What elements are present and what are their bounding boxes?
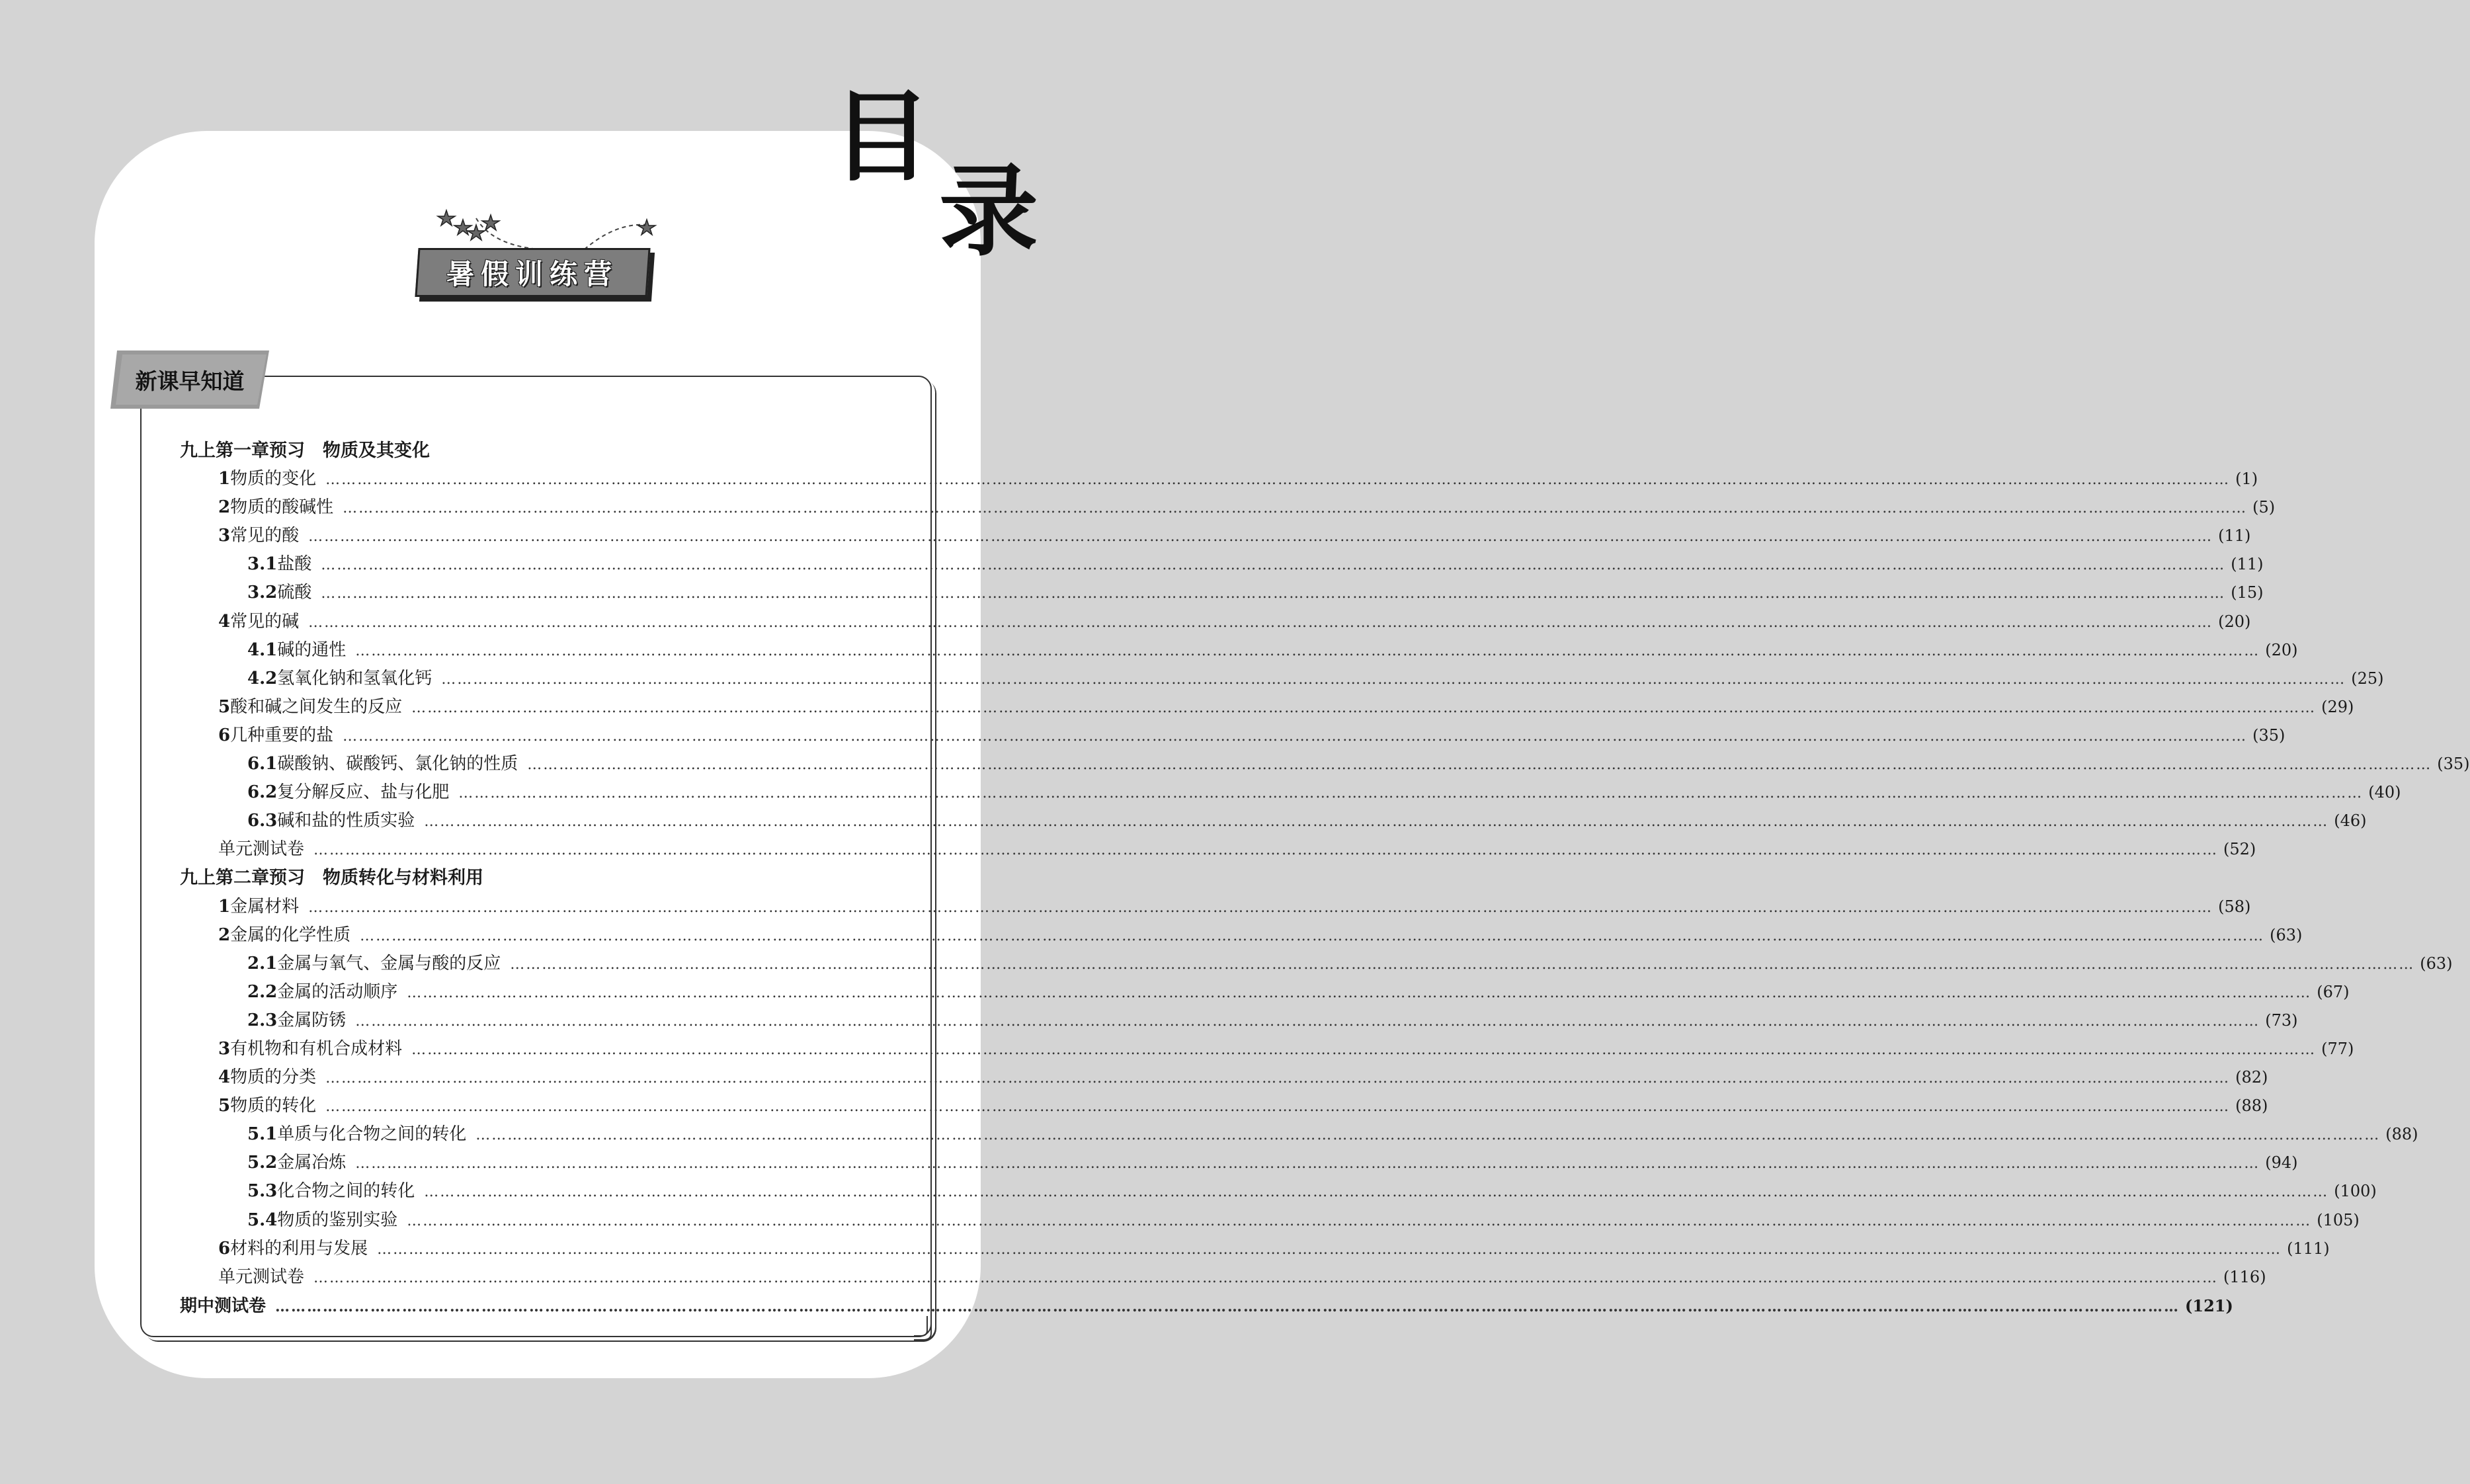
toc-entry-title: 物质的酸碱性 xyxy=(230,497,334,518)
toc-leader-dots: ……………………………………………………………………………………………………………………………………………………………………………………………………………………………………………………………………………………………………………………………… xyxy=(510,956,2415,973)
toc-entry-title: 金属的活动顺序 xyxy=(277,981,398,1002)
toc-entry[interactable] xyxy=(180,750,2470,778)
toc-leader-dots: ……………………………………………………………………………………………………………………………………………………………………………………………………………………………………………………………………………………………………………………………… xyxy=(343,500,2248,517)
toc-entry[interactable] xyxy=(180,1092,2268,1120)
toc-entry-title: 物质的转化 xyxy=(230,1096,317,1116)
toc-page-number: (35) xyxy=(2252,725,2285,745)
toc-entry-title: 物质的变化 xyxy=(230,469,317,489)
toc-entry-title: 化合物之间的转化 xyxy=(277,1181,415,1202)
toc-leader-dots: ……………………………………………………………………………………………………………………………………………………………………………………………………………………………………………………………………………………………………………………………… xyxy=(407,984,2312,1001)
toc-page-number: (82) xyxy=(2235,1068,2268,1087)
toc-entry-title: 硫酸 xyxy=(277,583,312,603)
toc-entry[interactable] xyxy=(180,1035,2354,1063)
toc-entry[interactable] xyxy=(180,978,2350,1007)
toc-entry-number: 3.1 xyxy=(247,554,278,575)
toc-page-number: (1) xyxy=(2235,470,2258,489)
toc-entry-number: 2.3 xyxy=(247,1010,278,1030)
toc-leader-dots: ……………………………………………………………………………………………………………………………………………………………………………………………………………………………………………………………………………………………………………………………… xyxy=(377,1241,2282,1258)
toc-leader-dots: ……………………………………………………………………………………………………………………………………………………………………………………………………………………………………………………………………………………………………………………………… xyxy=(313,842,2219,859)
toc-entry-title: 常见的碱 xyxy=(230,611,300,632)
toc-entry[interactable] xyxy=(180,465,2258,493)
toc-leader-dots: ……………………………………………………………………………………………………………………………………………………………………………………………………………………………………………………………………………………………………………………………… xyxy=(325,1098,2231,1116)
toc-entry-title: 碳酸钠、碳酸钙、氯化钠的性质 xyxy=(277,754,518,774)
toc-leader-dots: ……………………………………………………………………………………………………………………………………………………………………………………………………………………………………………………………………………………………………………………………… xyxy=(424,1184,2329,1201)
toc-entry-title: 碱的通性 xyxy=(277,639,347,660)
toc-entry-title: 氢氧化钠和氢氧化钙 xyxy=(277,668,432,688)
toc-entry-title: 期中测试卷 xyxy=(180,1296,267,1316)
toc-page-number: (63) xyxy=(2270,925,2303,944)
toc-entry[interactable] xyxy=(180,807,2367,835)
toc-leader-dots: ……………………………………………………………………………………………………………………………………………………………………………………………………………………………………………………………………………………………………………………………… xyxy=(360,927,2265,944)
toc-entry-number: 6.1 xyxy=(247,754,278,774)
toc-entry[interactable] xyxy=(180,1063,2268,1092)
toc-leader-dots: ……………………………………………………………………………………………………………………………………………………………………………………………………………………………………………………………………………………………………………………………… xyxy=(321,585,2226,602)
toc-entry-title: 常见的酸 xyxy=(230,526,300,546)
toc-entry-title: 物质的鉴别实验 xyxy=(277,1210,398,1230)
toc-page-number: (20) xyxy=(2265,640,2298,659)
toc-page-number: (73) xyxy=(2265,1010,2298,1030)
toc-entry[interactable] xyxy=(180,778,2401,807)
toc-leader-dots: ……………………………………………………………………………………………………………………………………………………………………………………………………………………………………………………………………………………………………………………………… xyxy=(325,1070,2231,1087)
toc-leader-dots: ……………………………………………………………………………………………………………………………………………………………………………………………………………………………………………………………………………………………………………………………… xyxy=(407,1212,2312,1229)
toc-entry[interactable] xyxy=(180,608,2251,636)
toc-entry[interactable] xyxy=(180,550,2264,579)
toc-entry-title: 单元测试卷 xyxy=(218,1266,305,1287)
toc-entry-number: 5 xyxy=(218,1096,231,1116)
toc-entry-title: 物质的分类 xyxy=(230,1067,317,1088)
toc-leader-dots: ……………………………………………………………………………………………………………………………………………………………………………………………………………………………………………………………………………………………………………………………… xyxy=(308,528,2213,546)
table-of-contents xyxy=(180,436,2470,1320)
toc-page-number: (15) xyxy=(2231,583,2264,602)
toc-leader-dots: ……………………………………………………………………………………………………………………………………………………………………………………………………………………………………………………………………………………………………………………………… xyxy=(321,557,2226,574)
toc-entry-title: 金属冶炼 xyxy=(277,1153,347,1173)
toc-entry-title: 几种重要的盐 xyxy=(230,725,334,745)
toc-entry-number: 6 xyxy=(218,725,231,745)
toc-leader-dots: ……………………………………………………………………………………………………………………………………………………………………………………………………………………………………………………………………………………………………………………………… xyxy=(355,1012,2260,1030)
toc-page-number: (58) xyxy=(2218,897,2251,916)
corner-curl-icon xyxy=(914,1316,940,1342)
toc-page-number: (121) xyxy=(2185,1296,2233,1315)
toc-chapter-heading[interactable] xyxy=(180,436,914,465)
toc-entry-number: 4.2 xyxy=(247,668,278,688)
toc-entry-number: 6 xyxy=(218,1238,231,1258)
toc-leader-dots: ……………………………………………………………………………………………………………………………………………………………………………………………………………………………………………………………………………………………………………………………… xyxy=(355,1155,2260,1173)
toc-page-number: (88) xyxy=(2235,1096,2268,1116)
toc-entry-number: 3 xyxy=(218,526,231,546)
toc-page-number: (94) xyxy=(2265,1153,2298,1173)
toc-entry-title: 金属材料 xyxy=(230,896,300,917)
toc-entry-title: 有机物和有机合成材料 xyxy=(230,1038,403,1059)
toc-entry[interactable] xyxy=(180,921,2303,950)
summer-camp-banner xyxy=(410,205,661,311)
toc-entry[interactable] xyxy=(180,721,2285,750)
toc-page-number: (5) xyxy=(2252,498,2276,517)
toc-leader-dots: ……………………………………………………………………………………………………………………………………………………………………………………………………………………………………………………………………………………………………………………………… xyxy=(308,614,2213,631)
toc-entry-number: 2.2 xyxy=(247,981,278,1002)
toc-entry[interactable] xyxy=(180,1177,2377,1206)
toc-page-number: (105) xyxy=(2317,1210,2360,1229)
toc-entry[interactable] xyxy=(180,1120,2418,1149)
toc-page-number: (40) xyxy=(2368,783,2401,802)
toc-entry-number: 5.3 xyxy=(247,1181,278,1202)
contents-title-char-2: 录 xyxy=(939,153,1039,270)
toc-entry-number: 4 xyxy=(218,1067,231,1088)
toc-page-number: (52) xyxy=(2223,840,2256,859)
banner-label: 暑假训练营 xyxy=(446,258,619,290)
toc-chapter-title: 九上第一章预习 物质及其变化 xyxy=(180,440,430,461)
toc-chapter-heading[interactable] xyxy=(180,864,914,892)
toc-entry-title: 金属的化学性质 xyxy=(230,925,351,945)
toc-page-number: (46) xyxy=(2334,811,2367,831)
toc-page-number: (11) xyxy=(2218,526,2251,546)
toc-entry[interactable] xyxy=(180,579,2264,607)
toc-entry-number: 5.4 xyxy=(247,1210,278,1230)
toc-entry-number: 2 xyxy=(218,925,231,945)
toc-leader-dots: ……………………………………………………………………………………………………………………………………………………………………………………………………………………………………………………………………………………………………………………………… xyxy=(475,1127,2381,1144)
toc-entry-title: 复分解反应、盐与化肥 xyxy=(277,782,450,803)
toc-entry-title: 酸和碱之间发生的反应 xyxy=(230,696,403,717)
toc-leader-dots: ……………………………………………………………………………………………………………………………………………………………………………………………………………………………………………………………………………………………………………………………… xyxy=(275,1298,2180,1315)
toc-page-number: (20) xyxy=(2218,612,2251,631)
toc-leader-dots: ……………………………………………………………………………………………………………………………………………………………………………………………………………………………………………………………………………………………………………………………… xyxy=(411,1041,2317,1058)
toc-leader-dots: ……………………………………………………………………………………………………………………………………………………………………………………………………………………………………………………………………………………………………………………………… xyxy=(527,757,2432,774)
toc-entry-title: 盐酸 xyxy=(277,554,312,575)
toc-leader-dots: ……………………………………………………………………………………………………………………………………………………………………………………………………………………………………………………………………………………………………………………………… xyxy=(313,1269,2219,1286)
toc-entry-title: 单质与化合物之间的转化 xyxy=(277,1124,467,1145)
toc-entry[interactable] xyxy=(180,693,2354,721)
toc-leader-dots: ……………………………………………………………………………………………………………………………………………………………………………………………………………………………………………………………………………………………………………………………… xyxy=(325,472,2231,489)
toc-page-number: (67) xyxy=(2317,982,2350,1001)
toc-page-number: (88) xyxy=(2385,1125,2418,1144)
toc-entry[interactable] xyxy=(180,636,2298,665)
toc-page-number: (111) xyxy=(2287,1239,2330,1258)
toc-entry[interactable] xyxy=(180,493,2276,522)
toc-entry[interactable] xyxy=(180,665,2384,693)
toc-entry-number: 6.3 xyxy=(247,811,278,831)
toc-leader-dots: ……………………………………………………………………………………………………………………………………………………………………………………………………………………………………………………………………………………………………………………………… xyxy=(458,785,2364,802)
toc-leader-dots: ……………………………………………………………………………………………………………………………………………………………………………………………………………………………………………………………………………………………………………………………… xyxy=(411,699,2317,716)
toc-entry-number: 5.1 xyxy=(247,1124,278,1145)
toc-page-number: (116) xyxy=(2223,1267,2266,1286)
toc-entry[interactable] xyxy=(180,1007,2298,1035)
toc-leader-dots: ……………………………………………………………………………………………………………………………………………………………………………………………………………………………………………………………………………………………………………………………… xyxy=(441,671,2346,688)
toc-entry-title: 金属防锈 xyxy=(277,1010,347,1030)
toc-entry-number: 1 xyxy=(218,469,231,489)
toc-entry-number: 4.1 xyxy=(247,639,278,660)
toc-page-number: (25) xyxy=(2351,669,2384,688)
section-tab-label: 新课早知道 xyxy=(135,368,245,394)
toc-entry[interactable] xyxy=(180,522,2251,550)
toc-entry-number: 2 xyxy=(218,497,231,518)
toc-leader-dots: ……………………………………………………………………………………………………………………………………………………………………………………………………………………………………………………………………………………………………………………………… xyxy=(308,899,2213,916)
toc-page-number: (63) xyxy=(2420,954,2453,973)
toc-entry[interactable] xyxy=(180,1149,2298,1177)
toc-entry-title: 单元测试卷 xyxy=(218,839,305,860)
section-tab xyxy=(110,350,269,409)
toc-page-number: (35) xyxy=(2437,755,2470,774)
toc-entry-number: 4 xyxy=(218,611,231,632)
toc-entry-number: 3 xyxy=(218,1038,231,1059)
toc-page-number: (77) xyxy=(2321,1039,2354,1058)
toc-page-number: (100) xyxy=(2334,1182,2377,1201)
toc-chapter-title: 九上第二章预习 物质转化与材料利用 xyxy=(180,868,483,889)
toc-page-number: (11) xyxy=(2231,555,2264,574)
toc-entry-number: 5.2 xyxy=(247,1153,278,1173)
toc-entry[interactable] xyxy=(180,1206,2360,1235)
toc-leader-dots: ……………………………………………………………………………………………………………………………………………………………………………………………………………………………………………………………………………………………………………………………… xyxy=(424,813,2329,831)
toc-entry-number: 3.2 xyxy=(247,583,278,603)
toc-entry-number: 6.2 xyxy=(247,782,278,803)
contents-title-char-1: 目 xyxy=(832,79,932,195)
toc-entry[interactable] xyxy=(180,950,2453,978)
toc-entry[interactable] xyxy=(180,893,2251,921)
toc-entry[interactable] xyxy=(180,1235,2330,1263)
toc-entry-number: 1 xyxy=(218,896,231,917)
toc-entry-number: 2.1 xyxy=(247,953,278,973)
toc-page-number: (29) xyxy=(2321,697,2354,716)
toc-entry[interactable] xyxy=(180,835,2256,864)
toc-entry-title: 金属与氧气、金属与酸的反应 xyxy=(277,953,501,973)
toc-entry-title: 材料的利用与发展 xyxy=(230,1238,368,1258)
banner-box xyxy=(415,248,650,297)
toc-leader-dots: ……………………………………………………………………………………………………………………………………………………………………………………………………………………………………………………………………………………………………………………………… xyxy=(355,642,2260,659)
toc-entry-title: 碱和盐的性质实验 xyxy=(277,811,415,831)
toc-entry[interactable] xyxy=(180,1263,2266,1292)
toc-entry[interactable] xyxy=(180,1292,2233,1320)
toc-leader-dots: ……………………………………………………………………………………………………………………………………………………………………………………………………………………………………………………………………………………………………………………………… xyxy=(343,727,2248,745)
toc-entry-number: 5 xyxy=(218,696,231,717)
